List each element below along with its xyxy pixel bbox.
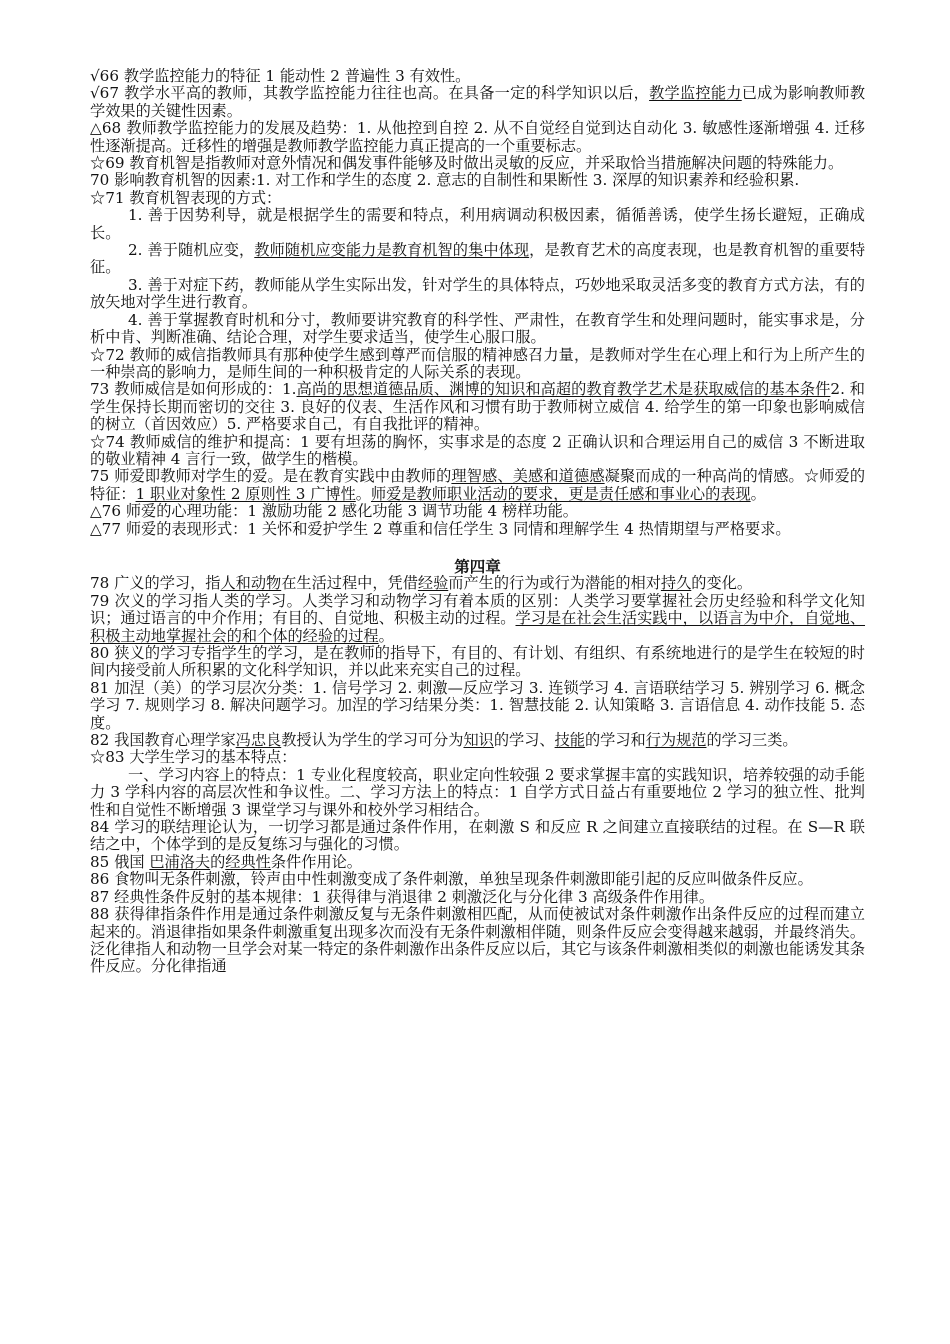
paragraph bbox=[90, 906, 865, 976]
text-segment: ☆72 教师的威信指教师具有那种使学生感到尊严而信服的精神感召力量，是教师对学生在心理上和行为上所产生的一种崇高的影响力，是师生间的一种积极肯定的人际关系的表现。 bbox=[90, 345, 865, 381]
text-segment: √66 教学监控能力的特征 1 能动性 2 普遍性 3 有效性。 bbox=[90, 67, 471, 85]
underlined-text: 1 职业对象性 2 原则性 3 广博性 bbox=[135, 484, 356, 503]
text-segment: 已成为影响教师教学效果的关键性因素。 bbox=[90, 84, 866, 120]
paragraph bbox=[90, 312, 865, 347]
text-segment: 73 教师威信是如何形成的：1. bbox=[90, 380, 297, 399]
paragraph bbox=[90, 767, 865, 819]
underlined-text: 技能 bbox=[554, 731, 585, 750]
paragraph bbox=[90, 381, 865, 433]
text-segment: 75 师爱即教师对学生的爱。是在教育实践中由教师的 bbox=[90, 467, 452, 486]
paragraph bbox=[90, 521, 865, 538]
paragraph bbox=[90, 68, 865, 85]
text-segment: △76 师爱的心理功能：1 激励功能 2 感化功能 3 调节功能 4 榜样功能。 bbox=[90, 502, 578, 521]
chapter-heading: 第四章 bbox=[454, 556, 501, 576]
paragraph bbox=[90, 207, 865, 242]
text-segment: △77 师爱的表现形式：1 关怀和爱护学生 2 尊重和信任学生 3 同情和理解学生 4 热情期望与严格要求。 bbox=[90, 519, 791, 538]
paragraph bbox=[90, 85, 865, 120]
text-segment: 81 加涅（美）的学习层次分类：1. 信号学习 2. 刺激—反应学习 3. 连锁学习 4. 言语联结学习 5. 辨别学习 6. 概念学习 7. 规则学习 8. 解决问题学习。加涅的学习结果分类：1. 智慧技能 2. 认知策略 3. 言语信息 4. 动作技能 5. 态度。 bbox=[90, 678, 865, 732]
text-segment: ☆83 大学生学习的基本特点： bbox=[90, 748, 297, 767]
text-segment: 85 俄国 bbox=[90, 852, 150, 871]
text-segment: 而产生的行为或行为潜能的相对 bbox=[448, 574, 661, 593]
underlined-text: 理智感、美感和道德感 bbox=[451, 467, 605, 486]
underlined-text: 学习是在社会生活实践中，以语言为中介，自觉地、积极主动地掌握社会的和个体的经验的过程 bbox=[90, 609, 866, 645]
text-segment: △68 教师教学监控能力的发展及趋势：1. 从他控到自控 2. 从不自觉经自觉到达自动化 3. 敏感性逐渐增强 4. 迁移性逐渐提高。迁移性的增强是教师教学监控能力真正提高的一个重要标志。 bbox=[90, 119, 865, 155]
text-segment: 。 bbox=[355, 484, 371, 503]
paragraph bbox=[90, 434, 865, 469]
text-segment: 教授认为学生的学习可分为 bbox=[281, 731, 464, 750]
text-segment: 。 bbox=[378, 626, 394, 645]
paragraph bbox=[90, 575, 865, 592]
paragraph bbox=[90, 277, 865, 312]
text-segment: 79 次义的学习指人类的学习。人类学习和动物学习有着本质的区别：人类学习要掌握社会历史经验和科学文化知识；通过语言的中介作用；有目的、自觉地、积极主动的过程。 bbox=[90, 591, 865, 628]
text-segment: 2. 善于随机应变， bbox=[128, 241, 255, 260]
underlined-text: 巴浦洛夫 bbox=[149, 852, 211, 871]
text-segment: ☆74 教师威信的维护和提高：1 要有坦荡的胸怀，实事求是的态度 2 正确认识和合理运用自己的威信 3 不断进取的敬业精神 4 言行一致，做学生的楷模。 bbox=[90, 432, 865, 468]
text-segment: 4. 善于掌握教育时机和分寸，教师要讲究教育的科学性、严肃性，在教育学生和处理问题时，能实事求是，分析中肯、判断准确、结论合理，对学生要求适当，使学生心服口服。 bbox=[90, 310, 865, 347]
text-segment: 2. 和学生保持长期而密切的交往 3. 良好的仪表、生活作风和习惯有助于教师树立威信 4. 给学生的第一印象也影响威信的树立（首因效应）5. 严格要求自己，有自我批评的精神。 bbox=[90, 380, 865, 434]
text-segment: 的学习三类。 bbox=[706, 731, 798, 750]
paragraph bbox=[90, 190, 865, 207]
underlined-text: 经验 bbox=[417, 574, 449, 593]
paragraph bbox=[90, 732, 865, 749]
underlined-text: 冯忠良 bbox=[235, 731, 282, 750]
paragraph bbox=[90, 854, 865, 871]
text-segment: √67 教学水平高的教师，其教学监控能力往往也高。在具备一定的科学知识以后， bbox=[90, 84, 650, 103]
text-segment: 78 广义的学习，指 bbox=[90, 574, 221, 593]
underlined-text: 教师随机应变能力是教育机智的集中体现 bbox=[254, 241, 530, 260]
text-segment: 1. 善于因势利导，就是根据学生的需要和特点，利用病调动积极因素，循循善诱，使学生扬长避短，正确成长。 bbox=[90, 206, 865, 242]
underlined-text: 经典性 bbox=[225, 852, 271, 871]
underlined-text: 行为规范 bbox=[645, 731, 707, 750]
paragraph bbox=[90, 172, 865, 189]
text-segment: 。 bbox=[750, 484, 766, 503]
section-gap bbox=[90, 538, 865, 558]
text-segment: 在生活过程中，凭借 bbox=[281, 574, 418, 593]
paragraph bbox=[90, 749, 865, 766]
underlined-text: 知识 bbox=[463, 731, 494, 750]
text-segment: 的学习、 bbox=[493, 731, 555, 750]
paragraph bbox=[90, 871, 865, 888]
text-segment: 3. 善于对症下药，教师能从学生实际出发，针对学生的具体特点，巧妙地采取灵活多变的教育方式方法，有的放矢地对学生进行教育。 bbox=[90, 275, 865, 312]
text-segment: 84 学习的联结理论认为，一切学习都是通过条件作用，在刺激 S 和反应 R 之间建立直接联结的过程。在 S—R 联结之中，个体学到的是反复练习与强化的习惯。 bbox=[90, 818, 865, 854]
text-segment: 的变化。 bbox=[691, 574, 753, 593]
text-segment: 88 获得律指条件作用是通过条件刺激反复与无条件刺激相匹配，从而使被试对条件刺激作出条件反应的过程而建立起来的。消退律指如果条件刺激重复出现多次而没有无条件刺激相伴随，则条件反应会变得越来越弱，并最终消失。泛化律指人和动物一旦学会对某一特定的条件刺激作出条件反应以后，其它与该条件刺激相类似的刺激也能诱发其条件反应。分化律指通 bbox=[90, 905, 865, 976]
text-segment: ☆71 教育机智表现的方式： bbox=[90, 188, 282, 207]
paragraph bbox=[90, 680, 865, 732]
text-segment: 的 bbox=[210, 852, 226, 871]
text-segment: 条件作用论。 bbox=[270, 852, 362, 871]
paragraph bbox=[90, 347, 865, 382]
document-page bbox=[90, 68, 865, 976]
text-segment: 凝聚而成的一种高尚的情感。☆师爱的特征： bbox=[90, 467, 866, 503]
text-segment: 80 狭义的学习专指学生的学习，是在教师的指导下，有目的、有计划、有组织、有系统地进行的是学生在较短的时间内接受前人所积累的文化科学知识，并以此来充实自己的过程。 bbox=[90, 644, 865, 680]
text-segment: 86 食物叫无条件刺激，铃声由中性刺激变成了条件刺激，单独呈现条件刺激即能引起的反应叫做条件反应。 bbox=[90, 870, 813, 889]
text-segment: 82 我国教育心理学家 bbox=[90, 731, 236, 750]
underlined-text: 教学监控能力 bbox=[649, 84, 742, 103]
paragraph bbox=[90, 645, 865, 680]
paragraph bbox=[90, 593, 865, 645]
underlined-text: 高尚的思想道德品质、渊博的知识和高超的教育教学艺术是获取威信的基本条件 bbox=[296, 380, 831, 399]
paragraph bbox=[90, 242, 865, 277]
text-segment: 87 经典性条件反射的基本规律：1 获得律与消退律 2 刺激泛化与分化律 3 高级条件作用律。 bbox=[90, 887, 715, 906]
text-segment: 一、学习内容上的特点：1 专业化程度较高，职业定向性较强 2 要求掌握丰富的实践知识，培养较强的动手能力 3 学科内容的高层次性和争议性。二、学习方法上的特点：1 自学方式日益占有重要地位 2 学习的独立性、批判性和自觉性不断增强 3 课堂学习与课外和校外学习相结合。 bbox=[90, 765, 865, 819]
paragraph bbox=[90, 503, 865, 520]
paragraph bbox=[90, 120, 865, 155]
paragraph bbox=[90, 889, 865, 906]
text-segment: ☆69 教育机智是指教师对意外情况和偶发事件能够及时做出灵敏的反应，并采取恰当措施解决问题的特殊能力。 bbox=[90, 154, 844, 173]
text-segment: 70 影响教育机智的因素:1. 对工作和学生的态度 2. 意志的自制性和果断性 3. 深厚的知识素养和经验积累. bbox=[90, 171, 800, 190]
underlined-text: 持久 bbox=[660, 574, 692, 593]
paragraph bbox=[90, 468, 865, 503]
text-segment: ，是教育艺术的高度表现，也是教育机智的重要特征。 bbox=[90, 241, 866, 277]
paragraph bbox=[90, 819, 865, 854]
underlined-text: 师爱是教师职业活动的要求，更是责任感和事业心的表现 bbox=[370, 484, 751, 503]
paragraph bbox=[90, 155, 865, 172]
underlined-text: 人和动物 bbox=[220, 574, 282, 593]
text-segment: 的学习和 bbox=[584, 731, 646, 750]
